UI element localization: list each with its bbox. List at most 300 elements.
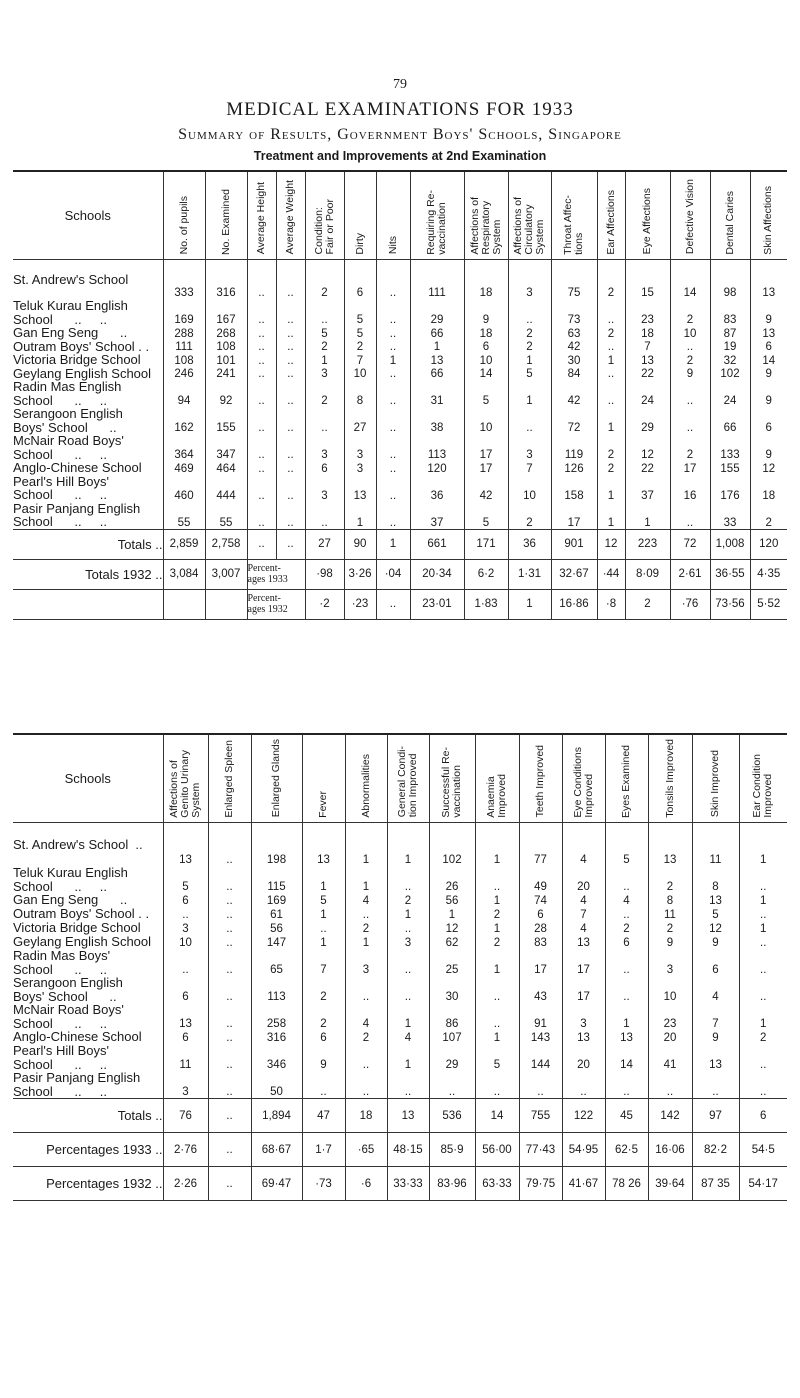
table-cell: 13 [605, 1030, 648, 1044]
table-cell: 5 [305, 326, 344, 340]
table-cell: 33·33 [387, 1167, 429, 1201]
table-cell: 18 [464, 259, 508, 299]
table-cell: 12 [625, 434, 670, 461]
table-cell: 155 [710, 461, 750, 475]
table-cell: 107 [429, 1030, 475, 1044]
table-row [13, 907, 787, 921]
table-cell: .. [208, 822, 251, 866]
table-cell: 29 [410, 299, 464, 326]
table-cell: 76 [163, 1099, 208, 1133]
column-header-label: Average Height [255, 182, 267, 255]
column-header-label: Average Weight [284, 180, 296, 255]
column-header-label: Enlarged Glands [270, 739, 282, 818]
totals-row [13, 529, 787, 559]
column-header-label: Skin Affections [762, 185, 775, 255]
school-name: Geylang English School [13, 934, 152, 950]
column-header-label: Eyes Examined [620, 744, 632, 818]
table-cell: 2 [750, 502, 787, 530]
table-cell: 12 [429, 921, 475, 935]
table-cell: 241 [205, 367, 247, 381]
school-name: Gan Eng Seng .. [13, 325, 128, 340]
school-name: Serangoon English Boys' School .. [13, 975, 123, 1004]
table-cell: 16·06 [648, 1133, 692, 1167]
results-table [13, 170, 787, 620]
table-row [13, 935, 787, 949]
column-header [387, 734, 429, 822]
table-cell: 10 [344, 367, 376, 381]
table-cell: 73 [551, 299, 597, 326]
page-subtitle: Summary of Results, Government Boys' Schools, Singapore [178, 126, 622, 143]
table-cell: .. [597, 299, 625, 326]
table-cell: 49 [519, 866, 562, 893]
table-cell: 7 [692, 1003, 739, 1030]
table-cell: 56·00 [475, 1133, 519, 1167]
table-cell: .. [276, 475, 305, 502]
column-header [429, 734, 475, 822]
column-header [305, 171, 344, 259]
column-header-label: No. Examined [219, 188, 232, 255]
table-cell: 1 [345, 935, 387, 949]
table-cell: 1 [605, 1003, 648, 1030]
column-header-label: Successful Re- vaccination [440, 746, 463, 818]
table-cell: 36·55 [710, 559, 750, 589]
table-cell: 32 [710, 353, 750, 367]
table-cell: .. [376, 380, 410, 407]
table-cell: 3 [344, 434, 376, 461]
table-cell: 30 [429, 976, 475, 1003]
column-header [205, 171, 247, 259]
table-cell: 17 [519, 949, 562, 976]
column-header [508, 171, 551, 259]
table-cell: 6 [163, 1030, 208, 1044]
table-cell: .. [247, 340, 276, 354]
table-cell: 3 [305, 434, 344, 461]
table-cell: 14 [464, 367, 508, 381]
table-cell: 7 [344, 353, 376, 367]
table-cell: .. [739, 1071, 787, 1099]
table-cell: .. [208, 1030, 251, 1044]
table-cell: 2 [739, 1030, 787, 1044]
table-cell: 7 [508, 461, 551, 475]
table-cell: .. [208, 976, 251, 1003]
table-row [13, 380, 787, 407]
table-cell: .. [519, 1071, 562, 1099]
table-row [13, 461, 787, 475]
table-cell: 142 [648, 1099, 692, 1133]
table-cell: 62 [429, 935, 475, 949]
table-cell: .. [302, 921, 345, 935]
table-cell: 10 [648, 976, 692, 1003]
table-cell: 346 [251, 1044, 302, 1071]
table-cell: 2 [475, 907, 519, 921]
table-cell: 8·09 [625, 559, 670, 589]
table-cell: 13 [387, 1099, 429, 1133]
table-cell: 1·7 [302, 1133, 345, 1167]
column-header-label: Ear Affections [604, 189, 617, 255]
table-cell: 2 [345, 1030, 387, 1044]
table-cell: 4 [692, 976, 739, 1003]
column-header [410, 171, 464, 259]
table-row [13, 949, 787, 976]
column-header-label: Defective Vision [683, 179, 696, 255]
table-cell: 464 [205, 461, 247, 475]
schools-header: Schools [13, 734, 163, 822]
totals-label: Totals .. [13, 529, 163, 559]
page-number: 79 [393, 77, 407, 92]
table-cell: 460 [163, 475, 205, 502]
table-cell: 18 [345, 1099, 387, 1133]
table-cell: .. [276, 353, 305, 367]
column-header [475, 734, 519, 822]
table-cell: .. [597, 340, 625, 354]
table-cell: .. [739, 935, 787, 949]
table-cell: 6 [163, 976, 208, 1003]
table-cell: 1 [739, 921, 787, 935]
table-cell: 246 [163, 367, 205, 381]
column-header [597, 171, 625, 259]
table-cell: 72 [551, 407, 597, 434]
percentages-1933-label: Percent- ages 1933 [247, 559, 305, 589]
table-cell: 54·5 [739, 1133, 787, 1167]
table-cell: 84 [551, 367, 597, 381]
school-name: Victoria Bridge School [13, 352, 141, 367]
table-cell: 2 [625, 589, 670, 619]
table-cell: 1 [344, 502, 376, 530]
table-cell: .. [670, 380, 710, 407]
table-cell: 54·95 [562, 1133, 605, 1167]
table-cell: 2 [605, 921, 648, 935]
table-cell: 14 [475, 1099, 519, 1133]
table-cell: 11 [692, 822, 739, 866]
table-cell: 10 [508, 475, 551, 502]
table-cell: .. [247, 259, 276, 299]
table-cell: 2 [597, 461, 625, 475]
table-cell: 1 [302, 907, 345, 921]
table-cell: .. [208, 1167, 251, 1201]
table-cell: .. [692, 1071, 739, 1099]
table-cell: 158 [551, 475, 597, 502]
table-cell: 75 [551, 259, 597, 299]
table-cell: .. [276, 502, 305, 530]
table-cell: 258 [251, 1003, 302, 1030]
table-cell: 2 [670, 434, 710, 461]
table-cell: .. [345, 907, 387, 921]
table-cell: 1 [475, 1030, 519, 1044]
table-cell: .. [605, 976, 648, 1003]
table-cell: 43 [519, 976, 562, 1003]
table-cell: 83 [710, 299, 750, 326]
table-cell: .. [208, 921, 251, 935]
table-cell: .. [605, 907, 648, 921]
table-cell: 2 [508, 502, 551, 530]
column-header-label: Affections of Circulatory System [512, 196, 546, 255]
column-header-label: Fever [317, 790, 329, 818]
table-cell: 55 [205, 502, 247, 530]
table-cell: 5 [344, 326, 376, 340]
table-cell: 69·47 [251, 1167, 302, 1201]
school-name: Teluk Kurau English School .. .. [13, 298, 128, 327]
table-cell: .. [475, 976, 519, 1003]
table-cell: 469 [163, 461, 205, 475]
table-cell: 9 [302, 1044, 345, 1071]
table-cell: .. [376, 326, 410, 340]
column-header-label: Dental Caries [723, 190, 736, 255]
table-cell: 9 [750, 380, 787, 407]
table-row [13, 976, 787, 1003]
column-header-label: Throat Affec- tions [562, 194, 585, 255]
table-cell: .. [276, 299, 305, 326]
table-cell: 901 [551, 529, 597, 559]
table-cell: 1 [508, 589, 551, 619]
table-row [13, 353, 787, 367]
table-cell: 6 [692, 949, 739, 976]
table-cell: 12 [692, 921, 739, 935]
table-cell: 2 [508, 326, 551, 340]
table-cell: 11 [648, 907, 692, 921]
table-cell: .. [345, 1044, 387, 1071]
table-cell: 65 [251, 949, 302, 976]
column-header-label: Condition: Fair or Poor [312, 199, 336, 255]
table-cell: .. [670, 502, 710, 530]
table-cell: .. [376, 367, 410, 381]
column-header-label: Affections of Respiratory System [468, 196, 503, 255]
table-cell: 16·86 [551, 589, 597, 619]
school-name: Pasir Panjang English School .. .. [13, 500, 141, 529]
table-cell: 6 [163, 893, 208, 907]
table-cell: 1 [625, 502, 670, 530]
table-cell: 3 [305, 475, 344, 502]
school-name: McNair Road Boys' School .. .. [13, 433, 124, 462]
table-cell: 1 [345, 866, 387, 893]
table-cell: 28 [519, 921, 562, 935]
table-cell: ·73 [302, 1167, 345, 1201]
table-cell: .. [376, 407, 410, 434]
table-cell: 45 [605, 1099, 648, 1133]
column-header-label: Teeth Improved [534, 745, 546, 818]
table-cell: 9 [750, 367, 787, 381]
table-cell: ·76 [670, 589, 710, 619]
table-cell: 6 [519, 907, 562, 921]
school-name: Anglo-Chinese School [13, 460, 142, 475]
table-cell: 661 [410, 529, 464, 559]
table-row [13, 822, 787, 866]
table-cell: 1 [376, 353, 410, 367]
table-row [13, 1030, 787, 1044]
table-cell: .. [387, 1071, 429, 1099]
table-cell: 1 [475, 893, 519, 907]
school-name: Anglo-Chinese School [13, 1029, 142, 1045]
table-cell: 18 [464, 326, 508, 340]
table-cell: 23·01 [410, 589, 464, 619]
totals-1932-row [13, 559, 787, 589]
table-cell: 86 [429, 1003, 475, 1030]
table-cell: .. [208, 1133, 251, 1167]
table-cell: .. [376, 461, 410, 475]
table-cell: 3 [508, 259, 551, 299]
table-cell: 15 [625, 259, 670, 299]
table-cell: 316 [205, 259, 247, 299]
table-cell: 47 [302, 1099, 345, 1133]
table-cell: 198 [251, 822, 302, 866]
table-cell: 92 [205, 380, 247, 407]
table-cell: 4 [387, 1030, 429, 1044]
table-cell: .. [605, 949, 648, 976]
table-cell: 113 [251, 976, 302, 1003]
table-cell: .. [276, 259, 305, 299]
table-cell: .. [670, 340, 710, 354]
page-title: MEDICAL EXAMINATIONS FOR 1933 [226, 99, 574, 120]
table-cell: 16 [670, 475, 710, 502]
table-cell: 13 [302, 822, 345, 866]
table-cell: 17 [670, 461, 710, 475]
table-cell: 101 [205, 353, 247, 367]
table-cell: 3·26 [344, 559, 376, 589]
table-cell: 9 [692, 935, 739, 949]
table-row [13, 866, 787, 893]
table-cell: 5 [344, 299, 376, 326]
table-cell: .. [597, 367, 625, 381]
table-cell: 98 [710, 259, 750, 299]
table-cell: 8 [344, 380, 376, 407]
table-cell: .. [163, 949, 208, 976]
table-row [13, 367, 787, 381]
table-cell: 2 [387, 893, 429, 907]
column-header [251, 734, 302, 822]
table-row [13, 326, 787, 340]
table-cell: .. [475, 1003, 519, 1030]
table-cell: .. [376, 434, 410, 461]
table-cell: 31 [410, 380, 464, 407]
table-cell: 9 [750, 434, 787, 461]
table-cell: 13 [692, 893, 739, 907]
table-cell: 755 [519, 1099, 562, 1133]
table-cell: .. [276, 367, 305, 381]
table-cell: ·23 [344, 589, 376, 619]
table-cell: 17 [562, 976, 605, 1003]
table-cell: 29 [429, 1044, 475, 1071]
table-cell: 63·33 [475, 1167, 519, 1201]
table-cell: 17 [551, 502, 597, 530]
table-cell: .. [276, 407, 305, 434]
table-cell: .. [208, 1071, 251, 1099]
table-row [13, 893, 787, 907]
table-cell: 13 [648, 822, 692, 866]
table-cell: 23 [648, 1003, 692, 1030]
column-header-label: Nits [386, 236, 399, 255]
table-cell: .. [208, 1099, 251, 1133]
table-cell: 10 [464, 353, 508, 367]
table-cell: 5 [475, 1044, 519, 1071]
table-cell: 7 [302, 949, 345, 976]
empty-cell [13, 589, 163, 619]
table-cell: 13 [562, 935, 605, 949]
table-cell: 268 [205, 326, 247, 340]
table-cell: 42 [551, 380, 597, 407]
table-cell: 1 [739, 1003, 787, 1030]
table-row [13, 1071, 787, 1099]
table-cell: 25 [429, 949, 475, 976]
table-cell: 54·17 [739, 1167, 787, 1201]
table-cell: 19 [710, 340, 750, 354]
table-cell: 18 [625, 326, 670, 340]
school-name: Geylang English School [13, 365, 152, 381]
table-row [13, 502, 787, 530]
table-cell: .. [376, 502, 410, 530]
table-row [13, 475, 787, 502]
table-cell: 2 [670, 299, 710, 326]
table-cell: 6·2 [464, 559, 508, 589]
school-name: Radin Mas Boys' School .. .. [13, 948, 111, 977]
table-cell: 90 [344, 529, 376, 559]
table-row [13, 434, 787, 461]
table-cell: 66 [410, 326, 464, 340]
table-cell: .. [670, 407, 710, 434]
table-cell: 13 [562, 1030, 605, 1044]
table-cell: 9 [670, 367, 710, 381]
percentages-1932-label: Percentages 1932 .. [13, 1167, 163, 1201]
table-cell: 13 [750, 259, 787, 299]
table-cell: 144 [519, 1044, 562, 1071]
table-cell: 2 [302, 1003, 345, 1030]
table-cell: 66 [710, 407, 750, 434]
column-header-label: Tonsils Improved [663, 738, 676, 818]
table-cell: 63 [551, 326, 597, 340]
table-row [13, 921, 787, 935]
table-cell: .. [345, 976, 387, 1003]
table-cell: 5·52 [750, 589, 787, 619]
table-cell: .. [276, 461, 305, 475]
table-cell: 176 [710, 475, 750, 502]
table-cell: 56 [429, 893, 475, 907]
table-cell: 22 [625, 367, 670, 381]
table-cell: 115 [251, 866, 302, 893]
table-cell: 2 [344, 340, 376, 354]
table-cell: 13 [750, 326, 787, 340]
table-cell: 48·15 [387, 1133, 429, 1167]
table-cell: 5 [302, 893, 345, 907]
table-cell: 20·34 [410, 559, 464, 589]
table-row [13, 299, 787, 326]
table-cell: 3 [648, 949, 692, 976]
table-cell: .. [305, 407, 344, 434]
table-cell: 55 [163, 502, 205, 530]
table-cell: .. [387, 866, 429, 893]
table-cell: 3 [163, 1071, 208, 1099]
table-cell: 1 [387, 907, 429, 921]
table-cell: 155 [205, 407, 247, 434]
table-cell: 2 [475, 935, 519, 949]
column-header [302, 734, 345, 822]
schools-header: Schools [13, 171, 163, 259]
school-name: Pearl's Hill Boys' School .. .. [13, 1043, 109, 1072]
table-cell: 12 [597, 529, 625, 559]
table-cell: 37 [410, 502, 464, 530]
table-cell: 1 [597, 502, 625, 530]
column-header-label: Eye Conditions Improved [571, 746, 595, 818]
table-cell: 3 [508, 434, 551, 461]
table-cell: .. [508, 299, 551, 326]
school-name: Pearl's Hill Boys' School .. .. [13, 473, 109, 502]
table-cell: 316 [251, 1030, 302, 1044]
column-header [739, 734, 787, 822]
column-header-label: Dirty [353, 232, 366, 255]
table-cell: 4 [562, 822, 605, 866]
table-cell: .. [276, 340, 305, 354]
column-header-label: Requiring Re- vaccination [425, 189, 448, 255]
table-cell: .. [429, 1071, 475, 1099]
table-cell: 169 [163, 299, 205, 326]
table-cell: 5 [464, 502, 508, 530]
